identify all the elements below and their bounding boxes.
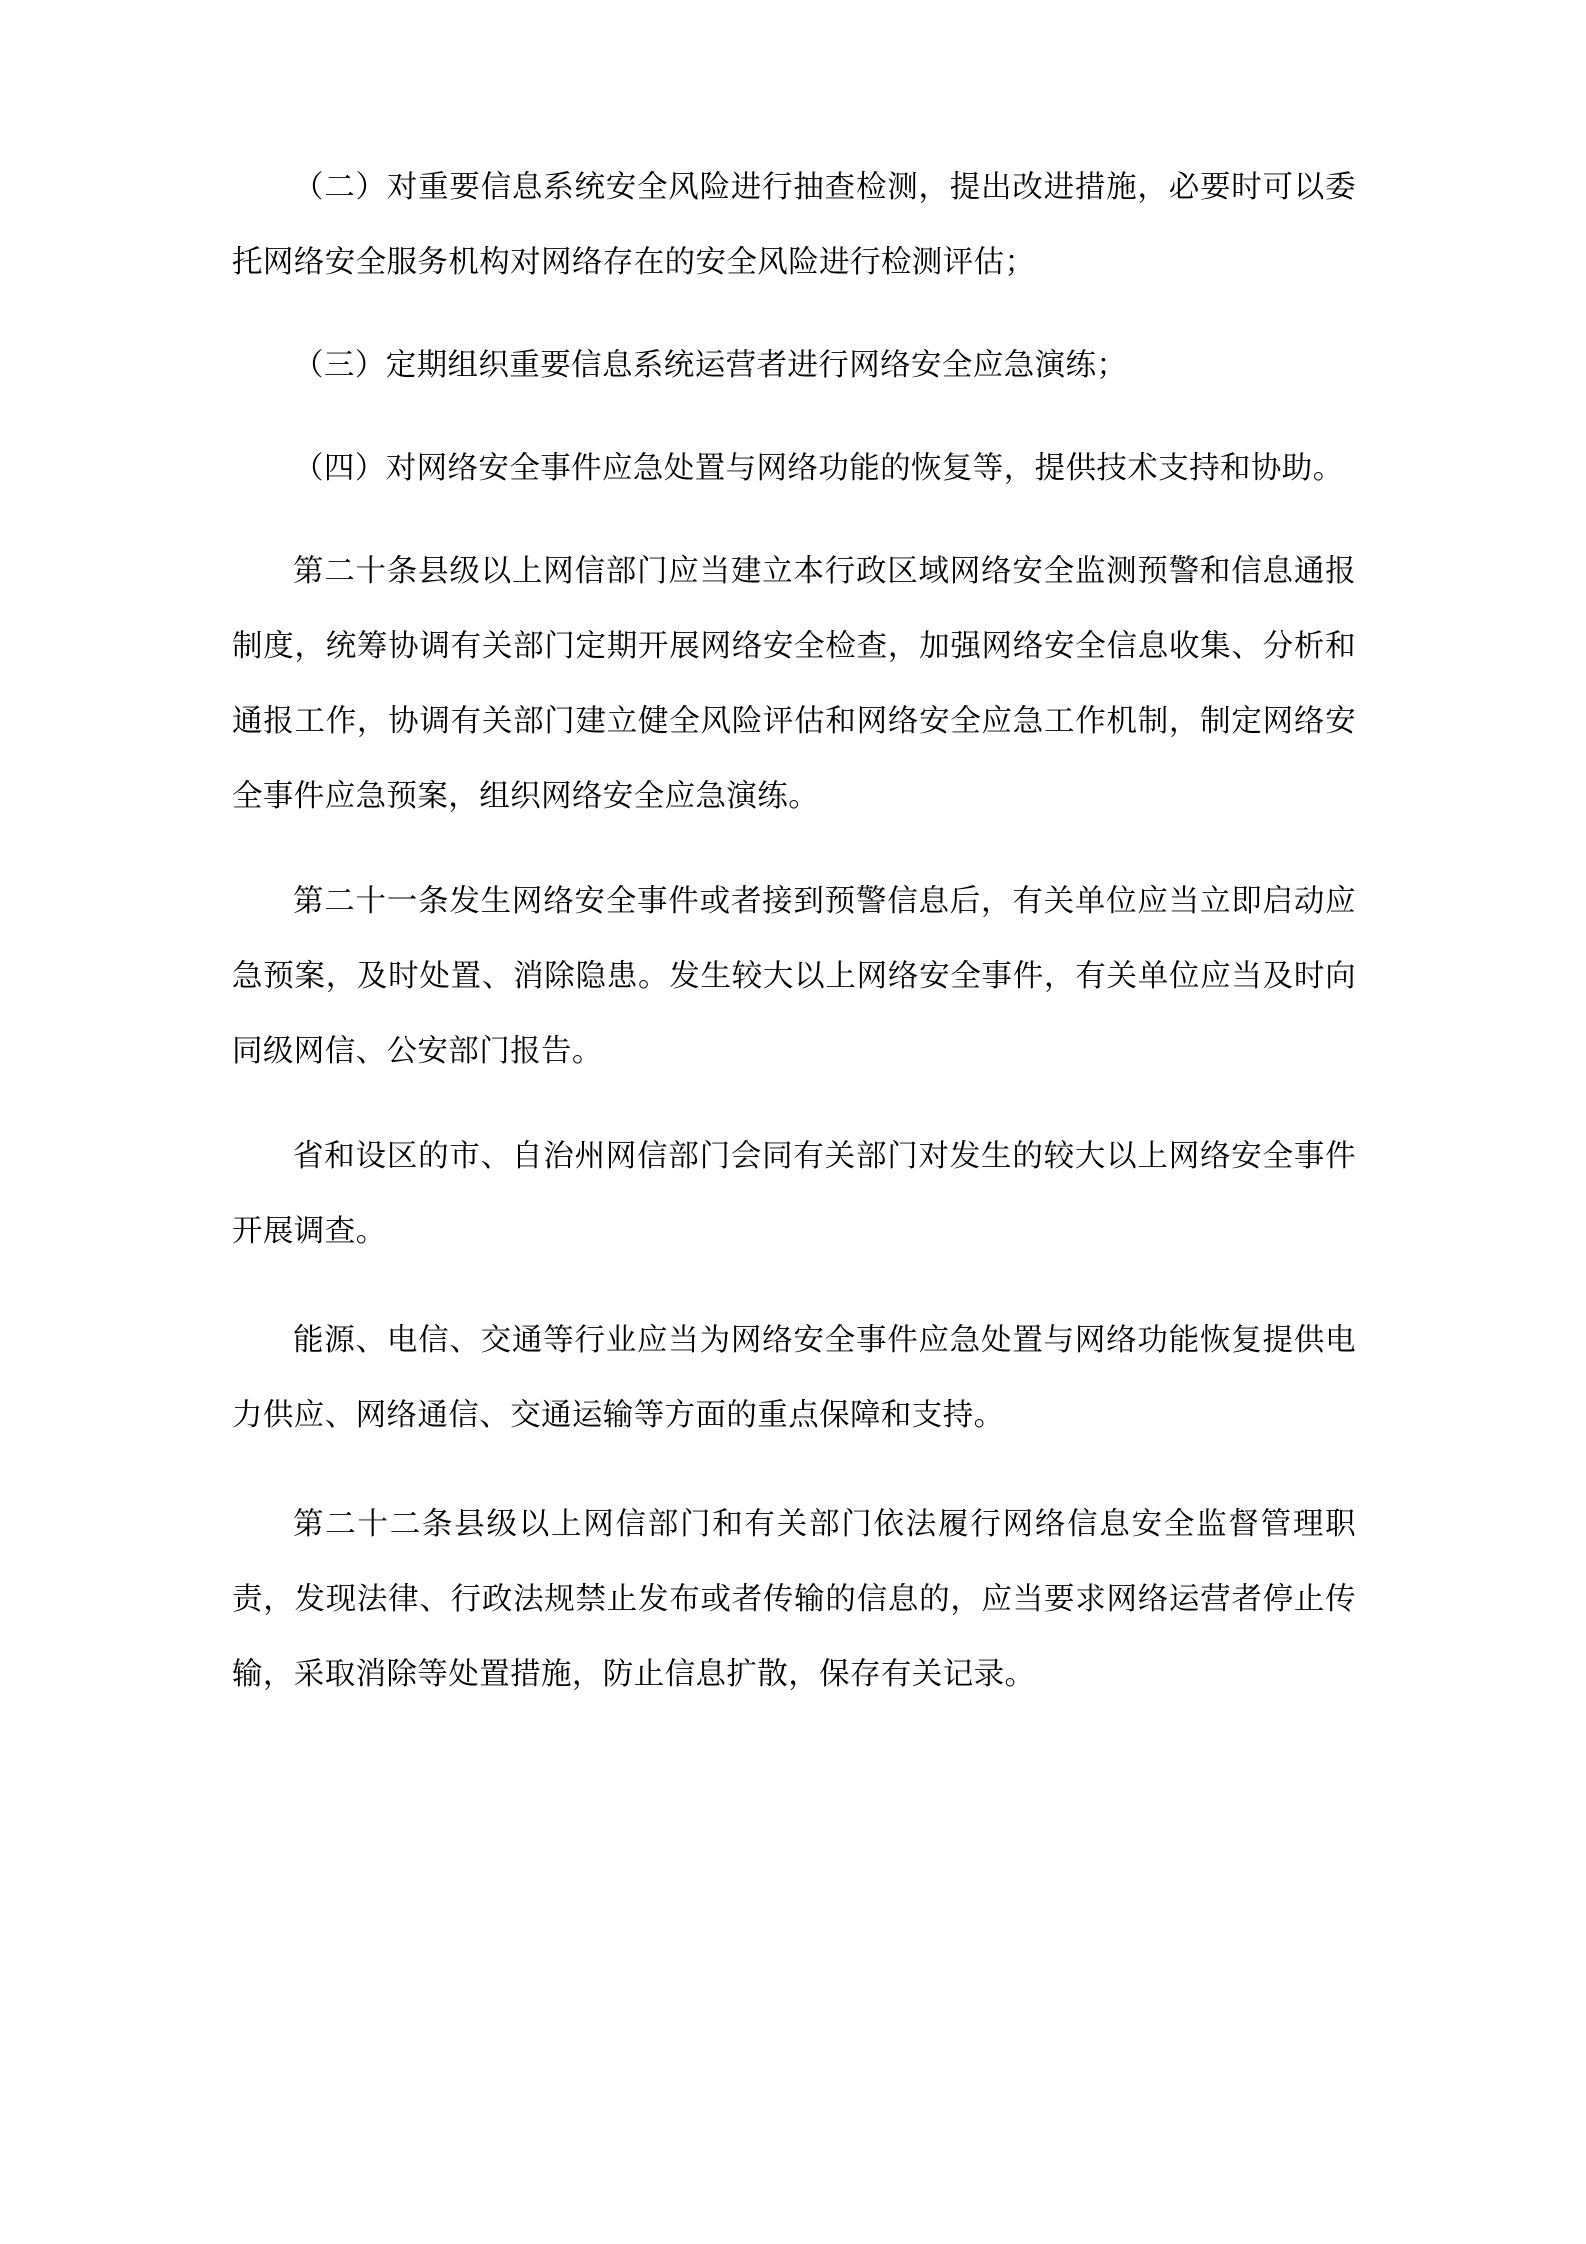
article-21-subparagraph-3: 能源、电信、交通等行业应当为网络安全事件应急处置与网络功能恢复提供电力供应、网络通信、交通运输等方面的重点保障和支持。 [232,1323,1356,1432]
article-paragraph-22: 第二十二条县级以上网信部门和有关部门依法履行网络信息安全监督管理职责，发现法律、行政法规禁止发布或者传输的信息的，应当要求网络运营者停止传输，采取消除等处置措施，防止信息扩散，保存有关记录。 [232,1507,1356,1691]
list-item-paragraph-2: （二）对重要信息系统安全风险进行抽查检测，提出改进措施，必要时可以委托网络安全服务机构对网络存在的安全风险进行检测评估； [232,170,1356,279]
article-21-subparagraph-2: 省和设区的市、自治州网信部门会同有关部门对发生的较大以上网络安全事件开展调查。 [232,1139,1356,1248]
document-text-body [232,150,1356,1742]
list-item-paragraph-4: （四）对网络安全事件应急处置与网络功能的恢复等，提供技术支持和协助。 [293,451,1344,485]
article-paragraph-21: 第二十一条发生网络安全事件或者接到预警信息后，有关单位应当立即启动应急预案，及时处置、消除隐患。发生较大以上网络安全事件，有关单位应当及时向同级网信、公安部门报告。 [232,884,1356,1068]
article-paragraph-20: 第二十条县级以上网信部门应当建立本行政区域网络安全监测预警和信息通报制度，统筹协调有关部门定期开展网络安全检查，加强网络安全信息收集、分析和通报工作，协调有关部门建立健全风险评估和网络安全应急工作机制，制定网络安全事件应急预案，组织网络安全应急演练。 [232,554,1356,813]
list-item-paragraph-3: （三）定期组织重要信息系统运营者进行网络安全应急演练； [293,348,1128,382]
